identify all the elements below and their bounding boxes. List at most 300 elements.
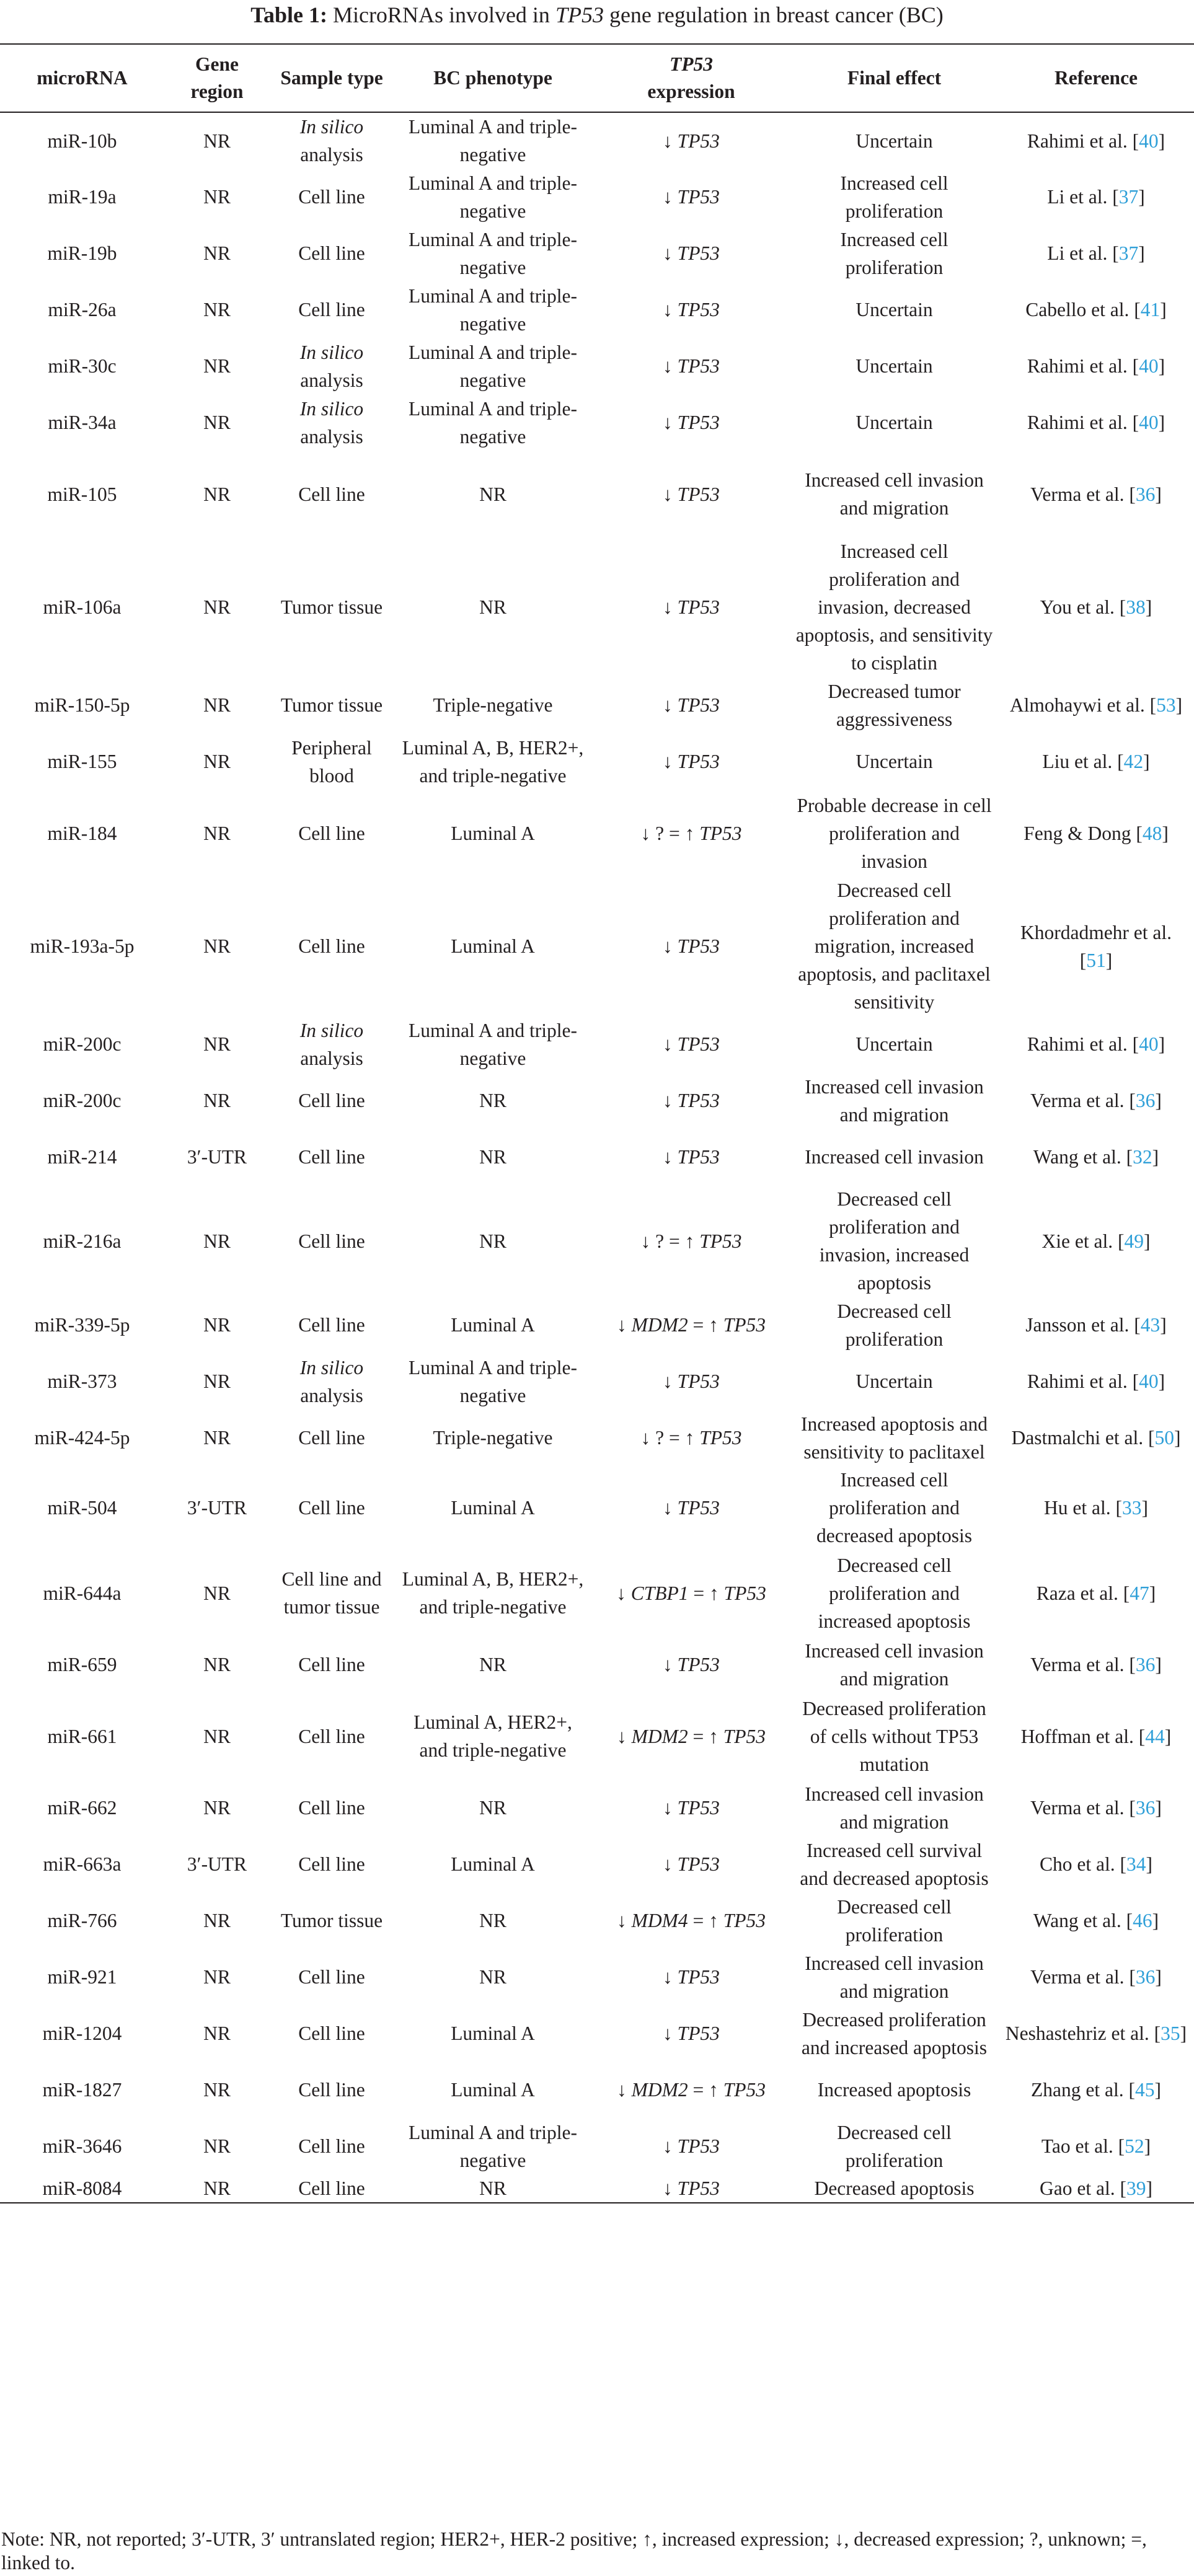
- cell-tp53-expression: ↓ MDM2 = ↑ TP53: [616, 1725, 766, 1747]
- cell-tp53-expression: ↓ TP53: [663, 1797, 720, 1819]
- cell-final-effect: Increased cell invasion and migration: [805, 1639, 984, 1690]
- header-final-effect: Final effect: [790, 44, 998, 112]
- cell-final-effect: Uncertain: [856, 751, 933, 772]
- gene-name: CTBP1: [630, 1582, 689, 1604]
- cell-gene-region: 3′-UTR: [187, 1146, 247, 1168]
- cell-microrna: miR-644a: [43, 1582, 122, 1604]
- cell-gene-region: NR: [203, 2135, 231, 2157]
- cell-microrna: miR-200c: [43, 1033, 122, 1055]
- cell-reference: Cabello et al. [41]: [1025, 299, 1167, 320]
- cell-microrna: miR-216a: [43, 1230, 122, 1252]
- cell-microrna: miR-1204: [42, 2022, 122, 2044]
- cell-tp53-expression: ↓ TP53: [663, 694, 720, 716]
- cell-gene-region: NR: [203, 186, 231, 208]
- cell-tp53-expression: ↓ ? = ↑ TP53: [640, 1230, 742, 1252]
- cell-bc-phenotype: Luminal A and triple-negative: [408, 1356, 578, 1406]
- reference-link[interactable]: 37: [1118, 242, 1139, 264]
- cell-sample-type: Cell line: [270, 2174, 394, 2203]
- cell-gene-region: NR: [203, 1582, 231, 1604]
- gene-name: TP53: [677, 1497, 720, 1519]
- reference-link[interactable]: 50: [1154, 1427, 1174, 1449]
- cell-reference: Zhang et al. [45]: [1031, 2079, 1161, 2101]
- cell-sample-type: Cell line: [298, 2079, 365, 2101]
- table-row: [0, 1185, 1194, 1297]
- reference-link[interactable]: 49: [1124, 1230, 1144, 1252]
- cell-tp53-expression: ↓ ? = ↑ TP53: [640, 1427, 742, 1449]
- reference-author: Khordadmehr et al.: [1020, 921, 1172, 943]
- cell-bc-phenotype: Luminal A, HER2+, and triple-negative: [413, 1711, 572, 1761]
- header-expression-gene: TP53: [670, 53, 713, 75]
- table-row: [0, 281, 1194, 338]
- table-caption: [0, 0, 1194, 45]
- cell-gene-region: NR: [203, 1033, 231, 1055]
- cell-final-effect: Increased cell proliferation and invasion, decreased apoptosis, and sensitivity to cisplatin: [795, 540, 993, 674]
- cell-gene-region: NR: [203, 242, 231, 264]
- cell-microrna: miR-200c: [43, 1090, 122, 1111]
- cell-final-effect: Uncertain: [856, 412, 933, 433]
- gene-name: TP53: [677, 242, 720, 264]
- table-row: [0, 1550, 1194, 1636]
- gene-name: TP53: [699, 822, 742, 844]
- cell-bc-phenotype: NR: [479, 1910, 506, 1931]
- table-row: [0, 169, 1194, 225]
- cell-gene-region: NR: [203, 1797, 231, 1819]
- gene-name: TP53: [723, 1314, 766, 1336]
- table-header: [0, 44, 1194, 112]
- cell-final-effect: Uncertain: [856, 355, 933, 377]
- header-bc-phenotype: BC phenotype: [394, 44, 592, 112]
- cell-microrna: miR-34a: [48, 412, 117, 433]
- cell-bc-phenotype: Luminal A: [451, 2022, 535, 2044]
- gene-name: TP53: [723, 1910, 766, 1931]
- gene-name: TP53: [677, 694, 720, 716]
- header-reference: Reference: [998, 44, 1194, 112]
- cell-final-effect: Decreased cell proliferation: [837, 1895, 952, 1946]
- reference-author: Rahimi et al.: [1027, 355, 1128, 377]
- gene-name: TP53: [677, 1146, 720, 1168]
- cell-sample-type: Cell line: [298, 1497, 365, 1519]
- cell-gene-region: 3′-UTR: [187, 1853, 247, 1875]
- gene-name: TP53: [723, 2079, 766, 2101]
- cell-tp53-expression: ↓ TP53: [663, 299, 720, 320]
- header-row: [0, 44, 1194, 112]
- cell-sample-type: Cell line: [298, 1146, 365, 1168]
- table-row: [0, 2174, 1194, 2203]
- cell-bc-phenotype: Luminal A, B, HER2+, and triple-negative: [402, 736, 584, 787]
- gene-name: TP53: [677, 483, 720, 505]
- reference-author: Rahimi et al.: [1027, 1370, 1128, 1392]
- cell-bc-phenotype: Luminal A: [451, 935, 535, 957]
- gene-name: TP53: [677, 1370, 720, 1392]
- cell-final-effect: Decreased cell proliferation: [837, 2121, 952, 2171]
- cell-tp53-expression: ↓ TP53: [663, 1090, 720, 1111]
- mirna-table: [0, 43, 1194, 2203]
- cell-microrna: miR-661: [47, 1725, 117, 1747]
- cell-bc-phenotype: NR: [479, 1654, 506, 1675]
- table-row: [0, 1297, 1194, 1353]
- cell-final-effect: Increased apoptosis and sensitivity to paclitaxel: [801, 1413, 988, 1463]
- cell-reference: Verma et al. [36]: [1030, 1654, 1162, 1675]
- cell-reference: Neshastehriz et al. [35]: [1005, 2022, 1187, 2044]
- cell-sample-type: Tumor tissue: [280, 1910, 383, 1931]
- cell-reference: Dastmalchi et al. [50]: [1011, 1427, 1181, 1449]
- reference-author: Liu et al.: [1042, 751, 1113, 772]
- cell-reference: Rahimi et al. [40]: [1027, 355, 1165, 377]
- reference-link[interactable]: 52: [1125, 2135, 1144, 2157]
- cell-microrna: miR-10b: [47, 130, 117, 152]
- cell-microrna: miR-26a: [48, 299, 117, 320]
- table-row: [0, 2062, 1194, 2118]
- caption-text-after: gene regulation in breast cancer (BC): [609, 2, 944, 27]
- cell-reference: Rahimi et al. [40]: [1027, 130, 1165, 152]
- cell-reference: Verma et al. [36]: [1030, 483, 1162, 505]
- reference-link[interactable]: 36: [1135, 1090, 1156, 1111]
- cell-tp53-expression: ↓ TP53: [663, 1033, 720, 1055]
- reference-link[interactable]: 37: [1118, 186, 1139, 208]
- reference-link[interactable]: 40: [1139, 412, 1159, 433]
- cell-gene-region: NR: [203, 1314, 231, 1336]
- cell-sample-type: In silico analysis: [299, 1356, 364, 1406]
- cell-reference: Hoffman et al. [44]: [1020, 1725, 1172, 1747]
- reference-link[interactable]: 36: [1135, 1966, 1156, 1988]
- table-row: [0, 876, 1194, 1016]
- cell-reference: Cho et al. [34]: [1040, 1853, 1152, 1875]
- gene-name: TP53: [677, 130, 720, 152]
- in-silico-term: In silico: [299, 341, 364, 363]
- reference-link[interactable]: 35: [1161, 2022, 1180, 2044]
- cell-tp53-expression: ↓ MDM2 = ↑ TP53: [616, 1314, 766, 1336]
- cell-reference: Tao et al. [52]: [1041, 2135, 1151, 2157]
- cell-tp53-expression: ↓ TP53: [663, 1370, 720, 1392]
- cell-final-effect: Increased cell proliferation: [840, 172, 949, 222]
- cell-bc-phenotype: Luminal A, B, HER2+, and triple-negative: [402, 1568, 584, 1618]
- header-expression-word: expression: [647, 81, 735, 102]
- gene-name: MDM2: [631, 1314, 688, 1336]
- cell-bc-phenotype: Luminal A: [451, 2079, 535, 2101]
- cell-gene-region: NR: [164, 2174, 270, 2203]
- reference-link[interactable]: 53: [1156, 694, 1176, 716]
- cell-sample-type: Cell line and tumor tissue: [281, 1568, 382, 1618]
- reference-author: Cho et al.: [1040, 1853, 1115, 1875]
- table-row: [0, 451, 1194, 537]
- reference-link[interactable]: 38: [1126, 596, 1146, 618]
- cell-reference: Rahimi et al. [40]: [1027, 1033, 1165, 1055]
- cell-gene-region: NR: [203, 822, 231, 844]
- cell-microrna: miR-339-5p: [34, 1314, 130, 1336]
- cell-bc-phenotype: NR: [479, 1966, 506, 1988]
- cell-gene-region: NR: [203, 596, 231, 618]
- reference-link[interactable]: 40: [1139, 130, 1159, 152]
- cell-microrna: miR-424-5p: [34, 1427, 130, 1449]
- cell-gene-region: NR: [203, 751, 231, 772]
- reference-author: Neshastehriz et al.: [1005, 2022, 1149, 2044]
- cell-final-effect: Decreased cell proliferation and migration, increased apoptosis, and paclitaxel sensitivity: [798, 880, 991, 1013]
- table-row: [0, 112, 1194, 169]
- gene-name: TP53: [677, 1033, 720, 1055]
- reference-author: Almohaywi et al.: [1009, 694, 1145, 716]
- cell-tp53-expression: ↓ TP53: [663, 483, 720, 505]
- cell-final-effect: Uncertain: [856, 299, 933, 320]
- gene-name: TP53: [677, 1797, 720, 1819]
- gene-name: TP53: [677, 2135, 720, 2157]
- cell-bc-phenotype: Luminal A and triple-negative: [408, 1019, 578, 1069]
- cell-microrna: miR-3646: [42, 2135, 122, 2157]
- gene-name: TP53: [677, 299, 720, 320]
- reference-author: Gao et al.: [1040, 2177, 1115, 2199]
- reference-link[interactable]: 47: [1130, 1582, 1149, 1604]
- cell-sample-type: Cell line: [298, 822, 365, 844]
- table-row: [0, 733, 1194, 790]
- cell-reference: Xie et al. [49]: [1041, 1230, 1151, 1252]
- table-row: [0, 1353, 1194, 1409]
- cell-final-effect: Increased apoptosis: [817, 2079, 971, 2101]
- reference-link[interactable]: 40: [1139, 1370, 1159, 1392]
- cell-gene-region: NR: [203, 483, 231, 505]
- table-row: [0, 1780, 1194, 1836]
- gene-name: MDM2: [631, 2079, 688, 2101]
- cell-microrna: miR-8084: [0, 2174, 164, 2203]
- reference-author: Wang et al.: [1033, 1910, 1121, 1931]
- reference-link[interactable]: 46: [1133, 1910, 1152, 1931]
- in-silico-term: In silico: [299, 397, 364, 420]
- gene-name: TP53: [699, 1230, 742, 1252]
- reference-link[interactable]: 40: [1139, 355, 1159, 377]
- reference-link[interactable]: 45: [1134, 2079, 1155, 2101]
- cell-gene-region: NR: [203, 1230, 231, 1252]
- cell-reference: Wang et al. [46]: [1033, 1910, 1159, 1931]
- reference-author: Hu et al.: [1044, 1497, 1111, 1519]
- cell-bc-phenotype: Luminal A and triple-negative: [408, 341, 578, 391]
- reference-author: Verma et al.: [1030, 483, 1125, 505]
- gene-name: TP53: [677, 935, 720, 957]
- reference-author: Verma et al.: [1030, 1090, 1125, 1111]
- reference-link[interactable]: 48: [1142, 822, 1162, 844]
- cell-tp53-expression: ↓ CTBP1 = ↑ TP53: [616, 1582, 766, 1604]
- cell-reference: Verma et al. [36]: [1030, 1090, 1162, 1111]
- reference-link[interactable]: 39: [1126, 2177, 1146, 2199]
- table-row: [0, 1693, 1194, 1780]
- cell-tp53-expression: ↓ TP53: [663, 242, 720, 264]
- reference-author: Verma et al.: [1030, 1797, 1125, 1819]
- cell-tp53-expression: ↓ TP53: [663, 2135, 720, 2157]
- reference-link[interactable]: 51: [1086, 949, 1106, 971]
- cell-sample-type: In silico analysis: [299, 397, 364, 448]
- cell-bc-phenotype: Luminal A and triple-negative: [408, 2121, 578, 2171]
- in-silico-term: In silico: [299, 1019, 364, 1041]
- cell-microrna: miR-373: [47, 1370, 117, 1392]
- cell-sample-type: Cell line: [298, 1427, 365, 1449]
- reference-author: Verma et al.: [1030, 1654, 1125, 1675]
- table-row: [0, 1892, 1194, 1949]
- cell-final-effect: Increased cell invasion and migration: [805, 1783, 984, 1833]
- table-row: [0, 1949, 1194, 2005]
- cell-gene-region: NR: [203, 2022, 231, 2044]
- cell-bc-phenotype: NR: [479, 1797, 506, 1819]
- cell-final-effect: Probable decrease in cell proliferation and invasion: [797, 794, 992, 872]
- cell-gene-region: NR: [203, 412, 231, 433]
- cell-reference: Rahimi et al. [40]: [1027, 412, 1165, 433]
- cell-tp53-expression: ↓ ? = ↑ TP53: [640, 822, 742, 844]
- cell-tp53-expression: ↓ TP53: [663, 1146, 720, 1168]
- table-row: [0, 1636, 1194, 1693]
- cell-final-effect: Decreased tumor aggressiveness: [828, 680, 961, 730]
- cell-sample-type: Cell line: [298, 1090, 365, 1111]
- caption-gene: TP53: [555, 2, 604, 27]
- reference-link[interactable]: 41: [1140, 299, 1161, 320]
- cell-bc-phenotype: Luminal A: [451, 1853, 535, 1875]
- cell-reference: Jansson et al. [43]: [1025, 1314, 1167, 1336]
- gene-name: TP53: [677, 751, 720, 772]
- cell-sample-type: In silico analysis: [299, 341, 364, 391]
- cell-tp53-expression: ↓ TP53: [663, 1654, 720, 1675]
- cell-reference: Raza et al. [47]: [1036, 1582, 1156, 1604]
- cell-sample-type: Cell line: [298, 1853, 365, 1875]
- cell-microrna: miR-150-5p: [34, 694, 130, 716]
- cell-sample-type: Cell line: [298, 2135, 365, 2157]
- reference-author: Feng & Dong: [1024, 822, 1131, 844]
- header-tp53-expression: [592, 44, 790, 112]
- reference-link[interactable]: 40: [1139, 1033, 1159, 1055]
- reference-link[interactable]: 36: [1135, 1797, 1156, 1819]
- cell-tp53-expression: ↓ MDM2 = ↑ TP53: [616, 2079, 766, 2101]
- cell-bc-phenotype: NR: [394, 2174, 592, 2203]
- reference-link[interactable]: 43: [1140, 1314, 1161, 1336]
- cell-final-effect: Increased cell proliferation and decreased apoptosis: [816, 1469, 973, 1546]
- gene-name: MDM2: [631, 1725, 688, 1747]
- cell-microrna: miR-30c: [48, 355, 117, 377]
- cell-microrna: miR-193a-5p: [30, 935, 135, 957]
- table-row: [0, 225, 1194, 281]
- reference-author: Zhang et al.: [1031, 2079, 1124, 2101]
- cell-bc-phenotype: Luminal A: [451, 1497, 535, 1519]
- cell-reference: Wang et al. [32]: [1033, 1146, 1159, 1168]
- cell-bc-phenotype: Luminal A and triple-negative: [408, 397, 578, 448]
- cell-sample-type: Cell line: [298, 1230, 365, 1252]
- cell-final-effect: Decreased cell proliferation and increased apoptosis: [818, 1554, 971, 1632]
- reference-link[interactable]: 33: [1121, 1497, 1142, 1519]
- table-row: [0, 338, 1194, 394]
- cell-microrna: miR-504: [47, 1497, 117, 1519]
- cell-final-effect: Decreased proliferation of cells without TP53 mutation: [802, 1697, 986, 1775]
- cell-tp53-expression: ↓ TP53: [663, 186, 720, 208]
- cell-sample-type: Cell line: [298, 1797, 365, 1819]
- cell-reference: Feng & Dong [48]: [1024, 822, 1169, 844]
- cell-reference: Li et al. [37]: [1047, 242, 1145, 264]
- reference-author: Xie et al.: [1041, 1230, 1113, 1252]
- cell-sample-type: Tumor tissue: [280, 596, 383, 618]
- reference-link[interactable]: 44: [1145, 1725, 1165, 1747]
- reference-link[interactable]: 32: [1133, 1146, 1152, 1168]
- cell-reference: Verma et al. [36]: [1030, 1797, 1162, 1819]
- cell-gene-region: NR: [203, 694, 231, 716]
- table-row: [0, 1072, 1194, 1129]
- cell-final-effect: Decreased proliferation and increased apoptosis: [801, 2008, 988, 2058]
- reference-author: Tao et al.: [1041, 2135, 1113, 2157]
- gene-name: TP53: [677, 2177, 720, 2199]
- cell-bc-phenotype: Luminal A and triple-negative: [408, 285, 578, 335]
- reference-author: Rahimi et al.: [1027, 130, 1128, 152]
- cell-sample-type: Cell line: [298, 2022, 365, 2044]
- cell-bc-phenotype: Luminal A: [451, 822, 535, 844]
- cell-tp53-expression: ↓ TP53: [663, 2022, 720, 2044]
- cell-tp53-expression: ↓ TP53: [663, 751, 720, 772]
- cell-microrna: miR-766: [47, 1910, 117, 1931]
- reference-author: Verma et al.: [1030, 1966, 1125, 1988]
- cell-bc-phenotype: NR: [479, 1146, 506, 1168]
- gene-name: TP53: [677, 1654, 720, 1675]
- cell-bc-phenotype: NR: [479, 483, 506, 505]
- cell-reference: Li et al. [37]: [1047, 186, 1145, 208]
- cell-sample-type: Peripheral blood: [291, 736, 372, 787]
- cell-microrna: miR-659: [47, 1654, 117, 1675]
- cell-microrna: miR-663a: [43, 1853, 122, 1875]
- cell-bc-phenotype: NR: [479, 1090, 506, 1111]
- cell-gene-region: NR: [203, 1654, 231, 1675]
- cell-sample-type: Cell line: [298, 935, 365, 957]
- cell-final-effect: Decreased cell proliferation: [837, 1300, 952, 1350]
- cell-reference: Khordadmehr et al. [51]: [1020, 921, 1172, 971]
- cell-microrna: miR-1827: [42, 2079, 122, 2101]
- table-row: [0, 2005, 1194, 2062]
- cell-microrna: miR-921: [47, 1966, 117, 1988]
- table-row: [0, 1836, 1194, 1892]
- reference-link[interactable]: 42: [1123, 751, 1144, 772]
- cell-tp53-expression: ↓ TP53: [663, 1497, 720, 1519]
- cell-gene-region: NR: [203, 1090, 231, 1111]
- header-gene-region: Gene region: [164, 44, 270, 112]
- caption-label: Table 1:: [250, 2, 327, 27]
- cell-final-effect: Increased cell survival and decreased apoptosis: [800, 1839, 989, 1889]
- reference-author: Wang et al.: [1033, 1146, 1121, 1168]
- cell-final-effect: Increased cell invasion and migration: [805, 469, 984, 519]
- cell-microrna: miR-155: [47, 751, 117, 772]
- cell-gene-region: NR: [203, 1427, 231, 1449]
- cell-gene-region: NR: [203, 2079, 231, 2101]
- cell-tp53-expression: ↓ TP53: [663, 935, 720, 957]
- cell-gene-region: NR: [203, 130, 231, 152]
- cell-gene-region: NR: [203, 1910, 231, 1931]
- cell-tp53-expression: ↓ TP53: [663, 130, 720, 152]
- cell-sample-type: Cell line: [298, 299, 365, 320]
- reference-link[interactable]: 34: [1126, 1853, 1146, 1875]
- reference-author: Cabello et al.: [1025, 299, 1130, 320]
- cell-microrna: miR-662: [47, 1797, 117, 1819]
- table-row: [0, 1016, 1194, 1072]
- cell-gene-region: NR: [203, 1966, 231, 1988]
- cell-bc-phenotype: Triple-negative: [433, 1427, 553, 1449]
- cell-gene-region: NR: [203, 1725, 231, 1747]
- reference-link[interactable]: 36: [1135, 483, 1156, 505]
- reference-author: Dastmalchi et al.: [1011, 1427, 1144, 1449]
- cell-reference: Verma et al. [36]: [1030, 1966, 1162, 1988]
- cell-tp53-expression: ↓ TP53: [663, 1966, 720, 1988]
- cell-tp53-expression: ↓ TP53: [663, 1853, 720, 1875]
- cell-gene-region: 3′-UTR: [187, 1497, 247, 1519]
- in-silico-term: In silico: [299, 116, 364, 138]
- reference-link[interactable]: 36: [1135, 1654, 1156, 1675]
- cell-final-effect: Uncertain: [856, 1033, 933, 1055]
- cell-reference: Almohaywi et al. [53]: [1009, 694, 1183, 716]
- cell-reference: Liu et al. [42]: [1042, 751, 1150, 772]
- cell-tp53-expression: ↓ TP53: [663, 412, 720, 433]
- cell-tp53-expression: ↓ TP53: [663, 355, 720, 377]
- table-row: [0, 2118, 1194, 2174]
- reference-author: Rahimi et al.: [1027, 412, 1128, 433]
- cell-final-effect: Increased cell invasion and migration: [805, 1075, 984, 1126]
- cell-reference: Gao et al. [39]: [998, 2174, 1194, 2203]
- gene-name: TP53: [723, 1725, 766, 1747]
- caption-text-before: MicroRNAs involved in: [332, 2, 550, 27]
